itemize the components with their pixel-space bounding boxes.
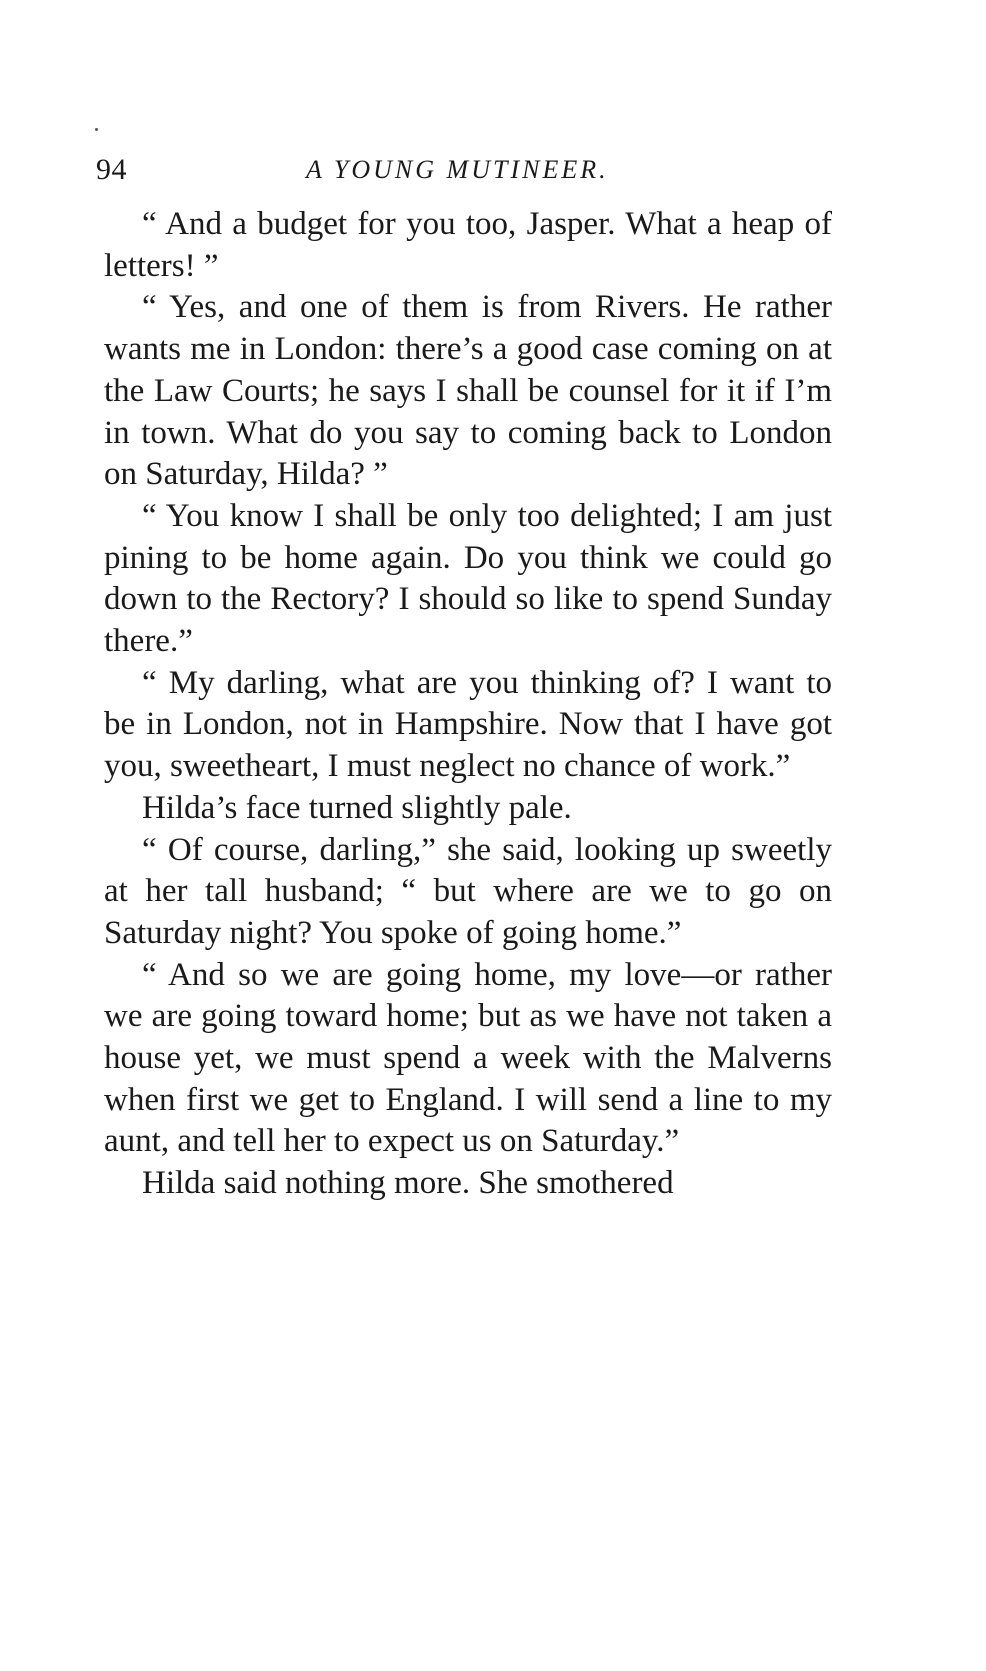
- paragraph: “ You know I shall be only too delighted; I am just pining to be home again. Do you think we could go down to the Rectory? I should so like to spend Sunday there.”: [104, 497, 832, 660]
- paragraph: Hilda’s face turned slightly pale.: [142, 789, 572, 826]
- paragraph: “ And so we are going home, my love—or rather we are going toward home; but as we have not taken a house yet, we must spend a week with the Malverns when first we get to England. I will send a line to my aunt, and tell her to expect us on Saturday.”: [104, 956, 832, 1160]
- paragraph: “ And a budget for you too, Jasper. What a heap of letters! ”: [104, 206, 832, 284]
- page-number: 94: [96, 153, 127, 186]
- paragraph: Hilda said nothing more. She smothered: [142, 1165, 674, 1202]
- paragraph: “ My darling, what are you thinking of? I want to be in London, not in Hampshire. Now that I have got you, sweetheart, I must neglect no chance of work.”: [104, 664, 832, 785]
- body-text: [104, 204, 832, 1205]
- paragraph: “ Of course, darling,” she said, looking up sweetly at her tall husband; “ but where are we to go on Saturday night? You spoke of going home.”: [104, 831, 832, 951]
- paragraph: “ Yes, and one of them is from Rivers. He rather wants me in London: there’s a good case coming on at the Law Courts; he says I shall be counsel for it if I’m in town. What do you say to coming back to London on Saturday, Hilda? ”: [104, 289, 832, 493]
- page-header: [96, 150, 886, 190]
- running-title: A YOUNG MUTINEER.: [306, 155, 609, 184]
- print-speck: [95, 128, 98, 131]
